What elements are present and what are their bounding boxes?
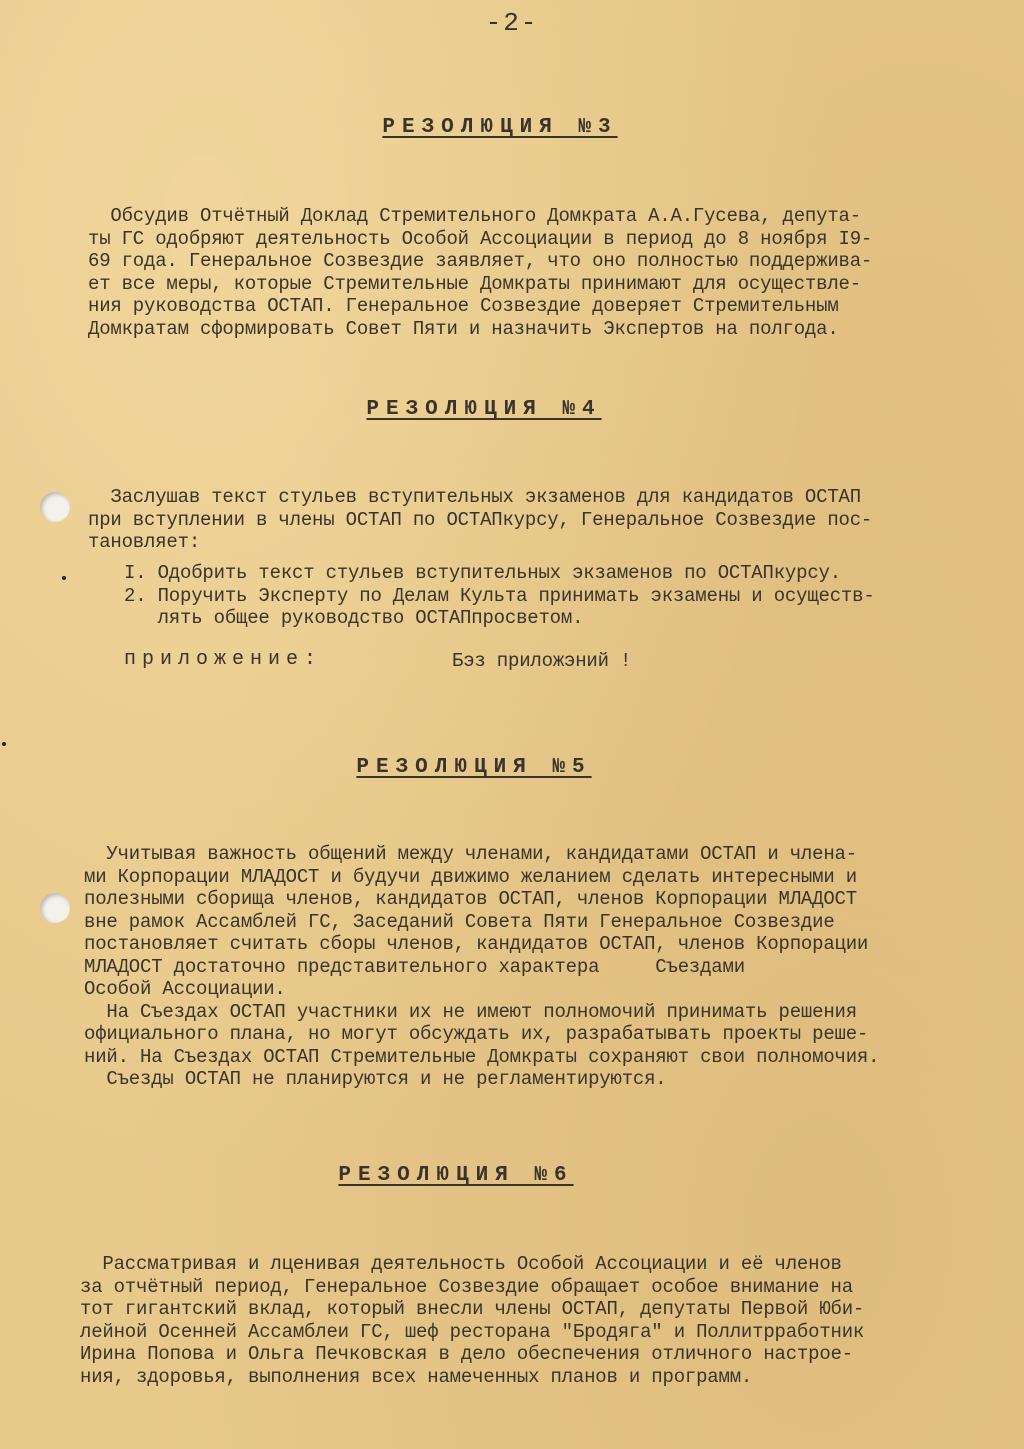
text-line: полезными сборища членов, кандидатов ОСТАП, членов Корпорации МЛАДОСТ [84,888,857,910]
text-line: 69 года. Генеральное Созвездие заявляет, что оно полностью поддержива- [88,250,873,272]
resolution-4-heading: РЕЗОЛЮЦИЯ №4 [366,398,602,421]
list-item: I. Одобрить текст стульев вступительных экзаменов по ОСТАПкурсу. [124,562,841,584]
list-item: 2. Поручить Эксперту по Делам Культа принимать экзамены и осуществ- [124,584,875,607]
resolution-3-body [88,205,872,340]
appendix-value: Бэз приложэний ! [452,650,632,672]
text-line: ний. На Съездах ОСТАП Стремительные Домкраты сохраняют свои полномочия. [84,1045,880,1068]
text-line: На Съездах ОСТАП участники их не имеют полномочий принимать решения [84,1000,857,1023]
resolution-5-heading: РЕЗОЛЮЦИЯ №5 [356,756,592,779]
text-line: Учитывая важность общений между членами, кандидатами ОСТАП и члена- [84,843,857,865]
punch-hole-top [40,492,70,522]
page-number: -2- [485,8,539,38]
resolution-5-body [84,843,879,1091]
text-line: Заслушав текст стульев вступительных экзаменов для кандидатов ОСТАП [88,486,861,508]
text-line: Особой Ассоциации. [84,978,286,1000]
text-line: за отчётный период, Генеральное Созвездие обращает особое внимание на [80,1275,853,1298]
text-line: постановляет считать сборы членов, кандидатов ОСТАП, членов Корпорации [84,933,869,955]
text-line: ми Корпорации МЛАДОСТ и будучи движимо желанием сделать интересными и [84,865,857,888]
resolution-3-heading: РЕЗОЛЮЦИЯ №3 [382,116,618,139]
ink-dot [62,576,66,580]
text-line: официального плана, но могут обсуждать их, разрабатывать проекты реше- [84,1023,869,1045]
text-line: лейной Осенней Ассамблеи ГС, шеф ресторана "Бродяга" и Поллитрработник [80,1320,865,1343]
text-line: Ирина Попова и Ольга Печковская в дело обеспечения отличного настрое- [80,1343,853,1365]
text-line: Обсудив Отчётный Доклад Стремительного Домкрата А.А.Гусева, депута- [88,205,861,227]
text-line: ния руководства ОСТАП. Генеральное Созвездие доверяет Стремительным [88,295,839,317]
text-line: ет все меры, которые Стремительные Домкраты принимают для осуществле- [88,272,861,295]
text-line: ния, здоровья, выполнения всех намеченных планов и программ. [80,1365,753,1388]
text-line: при вступлении в члены ОСТАП по ОСТАПкурсу, Генеральное Созвездие пос- [88,508,873,531]
text-line: тот гигантский вклад, который внесли члены ОСТАП, депутаты Первой Юби- [80,1298,865,1320]
ink-dot [2,742,6,746]
resolution-4-list [124,562,875,630]
appendix-label: приложение: [124,648,323,671]
list-item: лять общее руководство ОСТАПпросветом. [124,607,584,629]
punch-hole-bottom [40,893,70,923]
resolution-4-body [88,486,872,554]
text-line: ты ГС одобряют деятельность Особой Ассоциации в период до 8 ноября I9- [88,227,873,250]
resolution-6-heading: РЕЗОЛЮЦИЯ №6 [338,1164,574,1187]
text-line: МЛАДОСТ достаточно представительного характера Съездами [84,955,745,978]
resolution-6-body [80,1253,864,1388]
text-line: вне рамок Ассамблей ГС, Заседаний Совета Пяти Генеральное Созвездие [84,910,835,933]
text-line: тановляет: [88,531,201,553]
text-line: Домкратам сформировать Совет Пяти и назначить Экспертов на полгода. [88,317,839,340]
text-line: Съезды ОСТАП не планируются и не регламентируются. [84,1068,667,1090]
text-line: Рассматривая и лценивая деятельность Особой Ассоциации и её членов [80,1253,842,1275]
